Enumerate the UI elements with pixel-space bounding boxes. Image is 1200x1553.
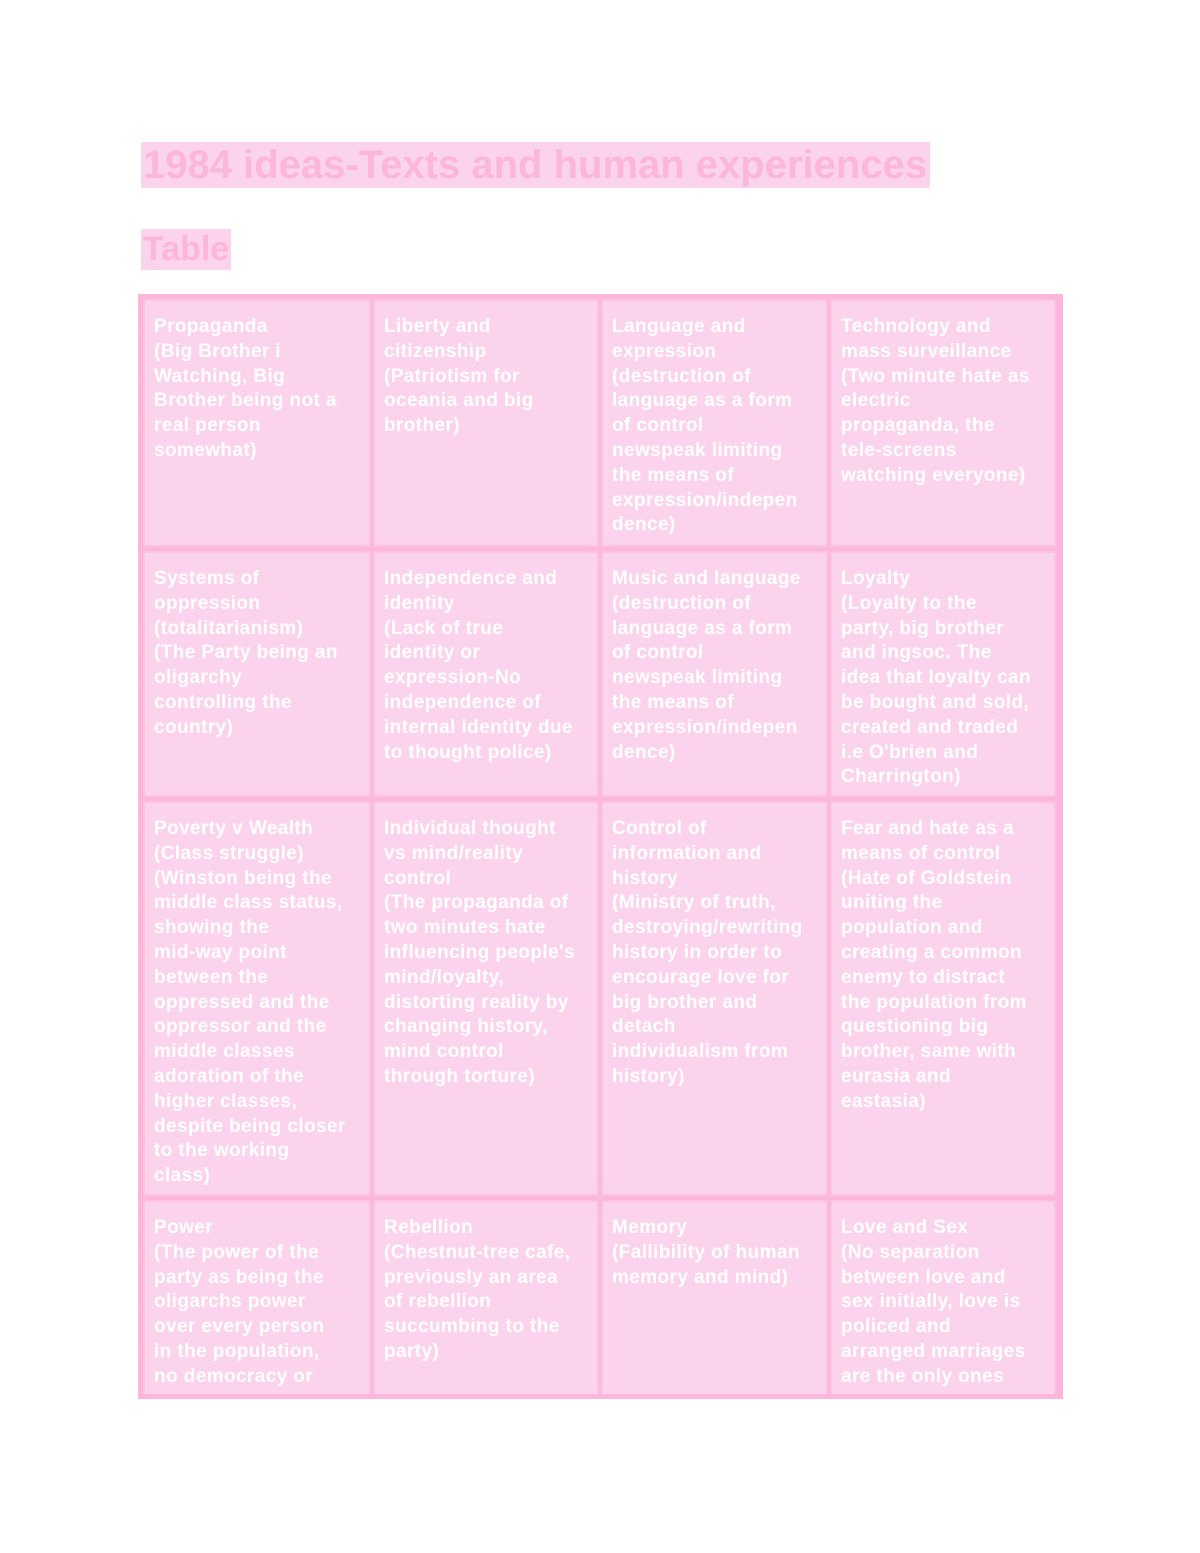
table-cell <box>373 551 599 797</box>
table-cell <box>830 299 1056 547</box>
cell-text: Technology and mass surveillance (Two minute hate as electric propaganda, the tele-screens watching everyone) <box>841 316 1030 486</box>
table-cell <box>830 801 1056 1196</box>
table-cell <box>601 801 828 1196</box>
table-cell <box>373 801 599 1196</box>
cell-text: Fear and hate as a means of control (Hate of Goldstein uniting the population and creating a common enemy to distract the population from questioning big brother, same with eurasia and eastasia) <box>841 818 1027 1112</box>
section-heading-table: Table <box>143 230 230 268</box>
document-title: 1984 ideas-Texts and human experiences <box>141 142 930 188</box>
table-cell <box>143 801 371 1196</box>
cell-text: Liberty and citizenship (Patriotism for oceania and big brother) <box>384 316 534 437</box>
table-cell <box>143 1200 371 1396</box>
table-cell <box>373 299 599 547</box>
cell-text: Independence and identity (Lack of true identity or expression-No independence of internal identity due to thought police) <box>384 568 573 763</box>
cell-text: Control of information and history (Ministry of truth, destroying/rewriting history in order to encourage love for big brother and detach individualism from history) <box>612 818 803 1087</box>
cell-text: Language and expression (destruction of language as a form of control newspeak limiting the means of expression/indepen dence) <box>612 316 798 536</box>
table-cell <box>143 299 371 547</box>
table-cell <box>601 299 828 547</box>
cell-text: Memory (Fallibility of human memory and mind) <box>612 1217 800 1288</box>
cell-text: Loyalty (Loyalty to the party, big brother and ingsoc. The idea that loyalty can be bought and sold, created and traded i.e O'brien and Charrington) <box>841 568 1032 788</box>
cell-text: Individual thought vs mind/reality control (The propaganda of two minutes hate influencing people's mind/loyalty, distorting reality by changing history, mind control through torture) <box>384 818 575 1087</box>
cell-text: Power (The power of the party as being the oligarchs power over every person in the population, no democracy or <box>154 1217 325 1387</box>
ideas-table <box>138 294 1063 1399</box>
table-cell <box>830 1200 1056 1396</box>
cell-text: Poverty v Wealth (Class struggle) (Winston being the middle class status, showing the mid-way point between the oppressed and the oppressor and the middle classes adoration of the higher classes, despite being closer to the working class) <box>154 818 346 1187</box>
cell-text: Systems of oppression (totalitarianism) (The Party being an oligarchy controlling the country) <box>154 568 338 738</box>
table-cell <box>601 1200 828 1396</box>
table-cell <box>830 551 1056 797</box>
table-cell <box>601 551 828 797</box>
cell-text: Rebellion (Chestnut-tree cafe, previously an area of rebellion succumbing to the party) <box>384 1217 571 1362</box>
cell-text: Love and Sex (No separation between love and sex initially, love is policed and arranged marriages are the only ones <box>841 1217 1026 1387</box>
cell-text: Music and language (destruction of language as a form of control newspeak limiting the means of expression/indepen dence) <box>612 568 801 763</box>
table-cell <box>373 1200 599 1396</box>
table-cell <box>143 551 371 797</box>
cell-text: Propaganda (Big Brother i Watching, Big Brother being not a real person somewhat) <box>154 316 337 461</box>
